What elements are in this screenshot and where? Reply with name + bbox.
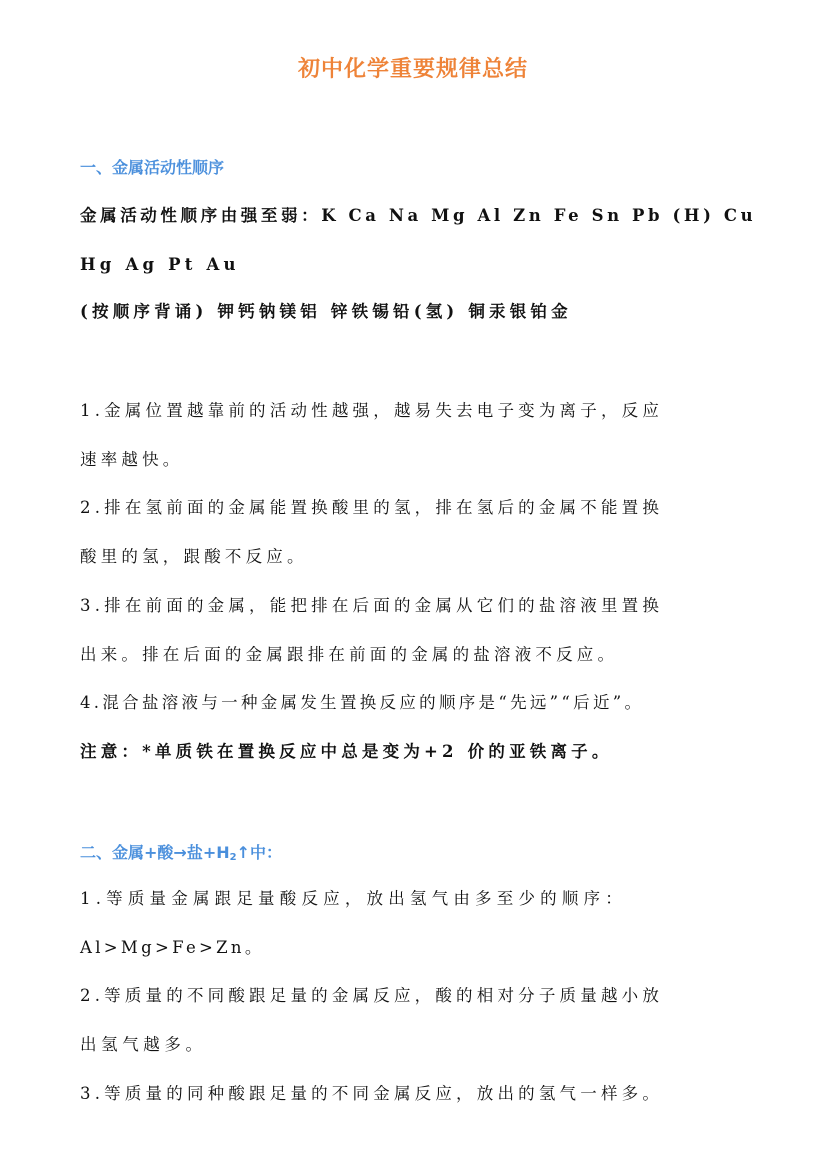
section-heading-metal-acid: [80, 840, 282, 863]
note-line: 注意：*单质铁在置换反应中总是变为+2 价的亚铁离子。: [80, 742, 613, 761]
heading-suffix: ↑中：: [236, 843, 283, 862]
section-heading-metal-activity: 一、金属活动性顺序: [80, 158, 225, 177]
heading-subscript: 2: [229, 852, 237, 863]
rule-2-line-1: 2.排在氢前面的金属能置换酸里的氢，排在氢后的金属不能置换: [80, 498, 664, 517]
rule-3-line-2: 出来。排在后面的金属跟排在前面的金属的盐溶液不反应。: [80, 645, 619, 664]
section2-rule-1-line-2: Al>Mg>Fe>Zn。: [80, 938, 265, 957]
rule-1-line-1: 1.金属位置越靠前的活动性越强，越易失去电子变为离子，反应: [80, 401, 664, 420]
activity-order-line-2: Hg Ag Pt Au: [80, 255, 240, 274]
section2-rule-3-line: 3.等质量的同种酸跟足量的不同金属反应，放出的氢气一样多。: [80, 1084, 664, 1103]
activity-order-line-1: 金属活动性顺序由强至弱：K Ca Na Mg Al Zn Fe Sn Pb (H) Cu: [80, 206, 757, 225]
section2-rule-1-line-1: 1.等质量金属跟足量酸反应，放出氢气由多至少的顺序：: [80, 889, 627, 908]
heading-prefix: 二、金属+酸→盐+H: [80, 843, 230, 862]
page-title: 初中化学重要规律总结: [297, 57, 528, 82]
section2-rule-2-line-2: 出氢气越多。: [80, 1035, 207, 1054]
section2-rule-2-line-1: 2.等质量的不同酸跟足量的金属反应，酸的相对分子质量越小放: [80, 986, 664, 1005]
rule-4-line: 4.混合盐溶液与一种金属发生置换反应的顺序是“先远”“后近”。: [80, 693, 645, 712]
mnemonic-line: (按顺序背诵) 钾钙钠镁铝 锌铁锡铅(氢) 铜汞银铂金: [80, 302, 572, 321]
rule-1-line-2: 速率越快。: [80, 450, 184, 469]
rule-3-line-1: 3.排在前面的金属，能把排在后面的金属从它们的盐溶液里置换: [80, 596, 664, 615]
rule-2-line-2: 酸里的氢，跟酸不反应。: [80, 547, 308, 566]
